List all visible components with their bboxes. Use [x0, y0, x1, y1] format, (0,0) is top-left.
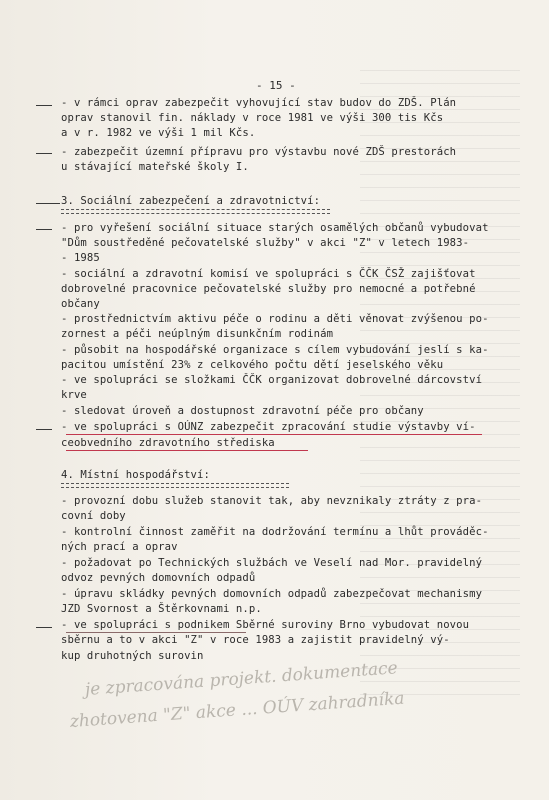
- page-number: - 15 -: [256, 79, 296, 92]
- text-line: - kontrolní činnost zaměřit na dodržování termínu a lhůt prováděc-: [61, 526, 489, 538]
- handwritten-note: zhotovena "Z" akce ... OÚV zahradníka: [69, 688, 406, 732]
- text-line: oprav stanovil fin. náklady v roce 1981 ve výši 300 tis Kčs: [61, 112, 444, 124]
- text-line: - ve spolupráci s podnikem Sběrné suroviny Brno vybudovat novou: [61, 619, 470, 631]
- red-underline: [66, 450, 308, 451]
- margin-dash: [36, 429, 52, 430]
- margin-dash: [36, 153, 52, 154]
- section-underline: [61, 483, 289, 488]
- section-heading-3: 3. Sociální zabezpečení a zdravotnictví:: [61, 195, 321, 207]
- margin-dash: [36, 229, 52, 230]
- text-line: odvoz pevných domovních odpadů: [61, 572, 256, 584]
- text-line: dobrovelné pracovnice pečovatelské služby pro nemocné a potřebné: [61, 283, 476, 295]
- margin-dash: [36, 105, 52, 106]
- text-line: sběrnu a to v akci "Z" v roce 1983 a zajistit pravidelný vý-: [61, 634, 450, 646]
- text-line: JZD Svornost a Štěrkovnami n.p.: [61, 603, 262, 615]
- text-line: kup druhotných surovin: [61, 650, 204, 662]
- text-line: - působit na hospodářské organizace s cílem vybudování jeslí s ka-: [61, 344, 489, 356]
- text-line: - sledovat úroveň a dostupnost zdravotní péče pro občany: [61, 405, 424, 417]
- text-line: krve: [61, 389, 87, 401]
- text-line: - sociální a zdravotní komisí ve spolupráci s ČČK ČSŽ zajišťovat: [61, 268, 476, 280]
- text-line: zornest a péči neúplným disunkčním rodinám: [61, 328, 334, 340]
- handwritten-note: je zpracována projekt. dokumentace: [84, 658, 399, 700]
- pencil-underline: [66, 632, 246, 633]
- section-underline: [61, 209, 330, 214]
- margin-dash: [36, 203, 60, 204]
- text-line: - v rámci oprav zabezpečit vyhovující stav budov do ZDŠ. Plán: [61, 97, 457, 109]
- text-line: u stávající mateřské školy I.: [61, 161, 249, 173]
- text-line: - prostřednictvím aktivu péče o rodinu a děti věnovat zvýšenou po-: [61, 313, 489, 325]
- text-line: - pro vyřešení sociální situace starých osamělých občanů vybudovat: [61, 222, 489, 234]
- text-line: "Dům soustředěné pečovatelské služby" v akci "Z" v letech 1983-: [61, 237, 470, 249]
- margin-dash: [36, 627, 52, 628]
- section-heading-4: 4. Místní hospodářství:: [61, 469, 210, 481]
- text-line: - úpravu skládky pevných domovních odpadů zabezpečovat mechanismy: [61, 588, 483, 600]
- text-line: - požadovat po Technických službách ve Veselí nad Mor. pravidelný: [61, 557, 483, 569]
- red-underline: [66, 434, 482, 435]
- text-line: a v r. 1982 ve výši 1 mil Kčs.: [61, 127, 256, 139]
- text-line: - zabezpečit územní přípravu pro výstavbu nové ZDŠ prestorách: [61, 146, 457, 158]
- text-line: ných prací a oprav: [61, 541, 178, 553]
- text-line: - provozní dobu služeb stanovit tak, aby nevznikaly ztráty z pra-: [61, 495, 483, 507]
- text-line: - 1985: [61, 252, 100, 264]
- text-line: - ve spolupráci s OÚNZ zabezpečit zpracování studie výstavby ví-: [61, 421, 476, 433]
- text-line: - ve spolupráci se složkami ČČK organizovat dobrovelné dárcovství: [61, 374, 483, 386]
- text-line: ceobvedního zdravotního střediska: [61, 437, 275, 449]
- text-line: občany: [61, 298, 100, 310]
- text-line: pacitou umístění 23% z celkového počtu dětí jeselského věku: [61, 359, 444, 371]
- text-line: covní doby: [61, 510, 126, 522]
